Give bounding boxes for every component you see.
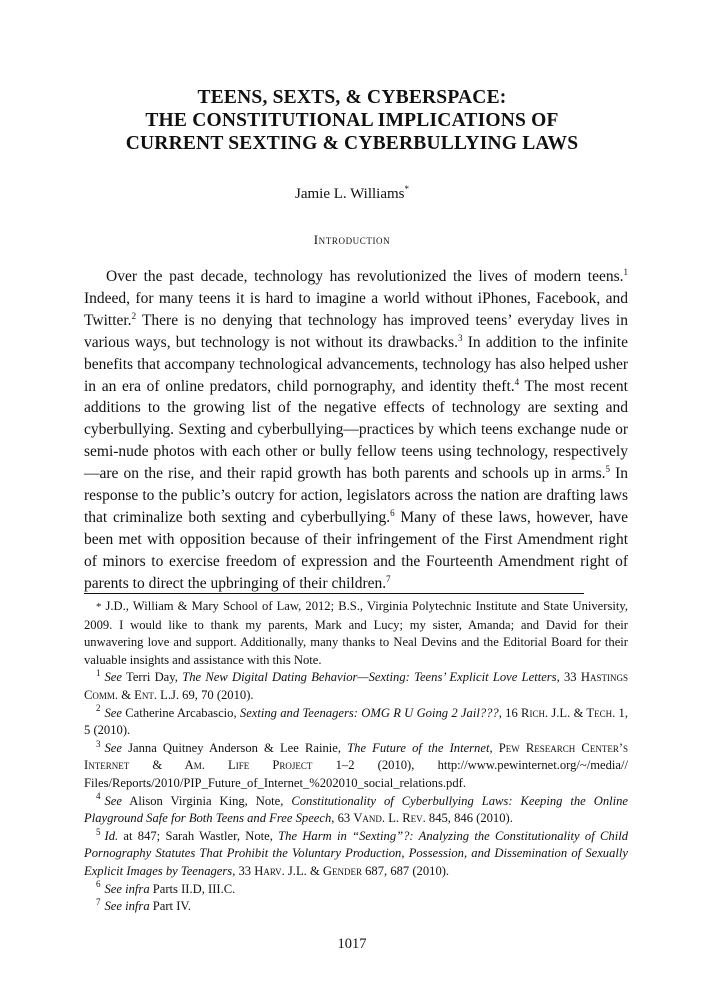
paragraph-text: Indeed, for many teens it is hard to imagine a world without iPhones, Facebook, and Twitter.: [84, 289, 628, 329]
author-footnote-mark: *: [404, 184, 410, 194]
footnote-number: 5: [96, 826, 101, 837]
footnote-text: See: [104, 793, 122, 808]
footnote-text: , 33: [232, 863, 255, 878]
footnote-text: Constitutionality of Cyberbullying Laws: Keeping the Online Playground Safe for Both Teens and Free Speech: [84, 793, 629, 826]
footnote-ref: 1: [623, 266, 628, 277]
footnote-text: Catherine Arcabascio,: [121, 705, 240, 720]
footnote-text: Harv. J.L. & Gender: [254, 863, 362, 878]
article-title: [60, 86, 644, 155]
footnote-number: 1: [96, 668, 101, 679]
footnote-text: See infra: [104, 899, 150, 914]
footnote-text: 1, 5 (2010).: [84, 705, 628, 738]
footnotes: [84, 598, 628, 916]
footnote-ref: 7: [386, 573, 391, 584]
footnote: [84, 669, 628, 704]
section-heading: Introduction: [313, 232, 391, 247]
footnote: [84, 793, 628, 828]
title-line-3: CURRENT SEXTING & CYBERBULLYING LAWS: [125, 133, 579, 154]
footnote-text: The Future of the Internet: [347, 740, 490, 755]
introduction-paragraph: [84, 266, 628, 595]
page-number: 1017: [337, 936, 367, 952]
footnote-number: *: [96, 601, 102, 613]
footnote-text: Id.: [104, 828, 119, 843]
footnote-text: 69, 70 (2010).: [179, 687, 254, 702]
footnote-text: Sexting and Teenagers: OMG R U Going 2 Jail???: [239, 705, 499, 720]
title-line-1: TEENS, SEXTS, & CYBERSPACE:: [197, 87, 507, 108]
footnote-text: See: [104, 670, 122, 685]
footnote-text: Pew Research Center’s Internet & Am. Life Project: [84, 740, 629, 773]
footnote-ref: 5: [605, 464, 610, 474]
footnote-divider: [84, 593, 584, 594]
paragraph-text: The most recent additions to the growing list of the negative effects of technology are sexting and cyberbullying. Sexting and cyberbullying—practices by which teens exchange nude or semi-nude photos with each other or bully fellow teens using technology, respectively—are on the rise, and their rapid growth has both parents and schools up in arms.: [84, 377, 628, 483]
author-byline: [60, 180, 644, 203]
footnote-text: Janna Quitney Anderson & Lee Rainie,: [121, 740, 348, 755]
title-line-2: THE CONSTITUTIONAL IMPLICATIONS OF: [145, 110, 559, 131]
footnote-text: , 16: [498, 705, 522, 720]
footnote-text: at 847; Sarah Wastler, Note,: [118, 828, 279, 843]
footnote-text: See: [104, 740, 122, 755]
footnote-text: Terri Day,: [121, 670, 183, 685]
footnote-number: 7: [96, 896, 101, 907]
footnote: [84, 898, 628, 916]
footnote-text: , 33: [556, 670, 581, 685]
footnote: [84, 705, 628, 740]
footnote-text: Rich. J.L. & Tech.: [521, 705, 616, 720]
footnote: [84, 881, 628, 899]
footnote-text: Part IV.: [149, 899, 192, 914]
paragraph-text: Over the past decade, technology has revolutionized the lives of modern teens.: [106, 268, 624, 285]
footnote-text: 1–2 (2010), http://www.pewinternet.org/~/media// Files/Reports/2010/PIP_Future_of_Internet_%202010_social_relations.pdf.: [84, 758, 629, 790]
footnote-text: Parts II.D, III.C.: [149, 881, 236, 896]
footnote-text: 687, 687 (2010).: [361, 863, 450, 878]
footnote-text: See: [104, 705, 122, 720]
footnote-text: See infra: [104, 881, 150, 896]
footnote-number: 2: [96, 703, 101, 714]
footnote: [84, 828, 628, 881]
footnote: [84, 598, 628, 669]
footnote-text: J.D., William & Mary School of Law, 2012; B.S., Virginia Polytechnic Institute and State University, 2009. I would like to thank my parents, Mark and Lucy; my sister, Amanda; and David for their unwavering love and support. Additionally, many thanks to Neal Devins and the Editorial Board for their valuable insights and assistance with this Note.: [84, 599, 628, 667]
footnote-text: Vand. L. Rev.: [353, 811, 426, 826]
footnote-number: 3: [96, 738, 101, 749]
footnote-ref: 6: [390, 507, 395, 518]
footnote-text: 845, 846 (2010).: [425, 811, 513, 826]
footnote-ref: 2: [131, 310, 137, 321]
author-name: Jamie L. Williams: [294, 186, 405, 202]
footnote-text: ,: [489, 740, 499, 755]
paragraph-text: Many of these laws, however, have been met with opposition because of their infringement of the First Amendment right of minors to exercise freedom of expression and the Fourteenth Amendment right of parents to direct the upbringing of their children.: [84, 508, 628, 592]
footnote-number: 4: [96, 791, 101, 802]
footnote-text: The Harm in “Sexting”?: Analyzing the Constitutionality of Child Pornography Statutes That Prohibit the Voluntary Production, Possession, and Dissemination of Sexually Explicit Images by Teenagers: [84, 828, 628, 878]
footnote: [84, 740, 628, 793]
footnote-ref: 3: [458, 332, 463, 343]
footnote-ref: 4: [514, 376, 520, 387]
footnote-text: Alison Virginia King, Note,: [121, 793, 292, 808]
footnote-text: Hastings Comm. & Ent. L.J.: [84, 670, 628, 702]
footnote-number: 6: [96, 879, 101, 890]
footnote-text: The New Digital Dating Behavior—Sexting: Teens’ Explicit Love Letters: [182, 670, 557, 685]
paragraph-text: In addition to the infinite benefits that accompany technological advancements, technology has also helped usher in an era of online predators, child pornography, and identity theft.: [84, 333, 628, 395]
footnote-text: , 63: [331, 811, 354, 826]
paragraph-text: In response to the public’s outcry for action, legislators across the nation are drafting laws that criminalize both sexting and cyberbullying.: [84, 465, 628, 526]
paragraph-text: There is no denying that technology has improved teens’ everyday lives in various ways, but technology is not without its drawbacks.: [84, 311, 628, 351]
